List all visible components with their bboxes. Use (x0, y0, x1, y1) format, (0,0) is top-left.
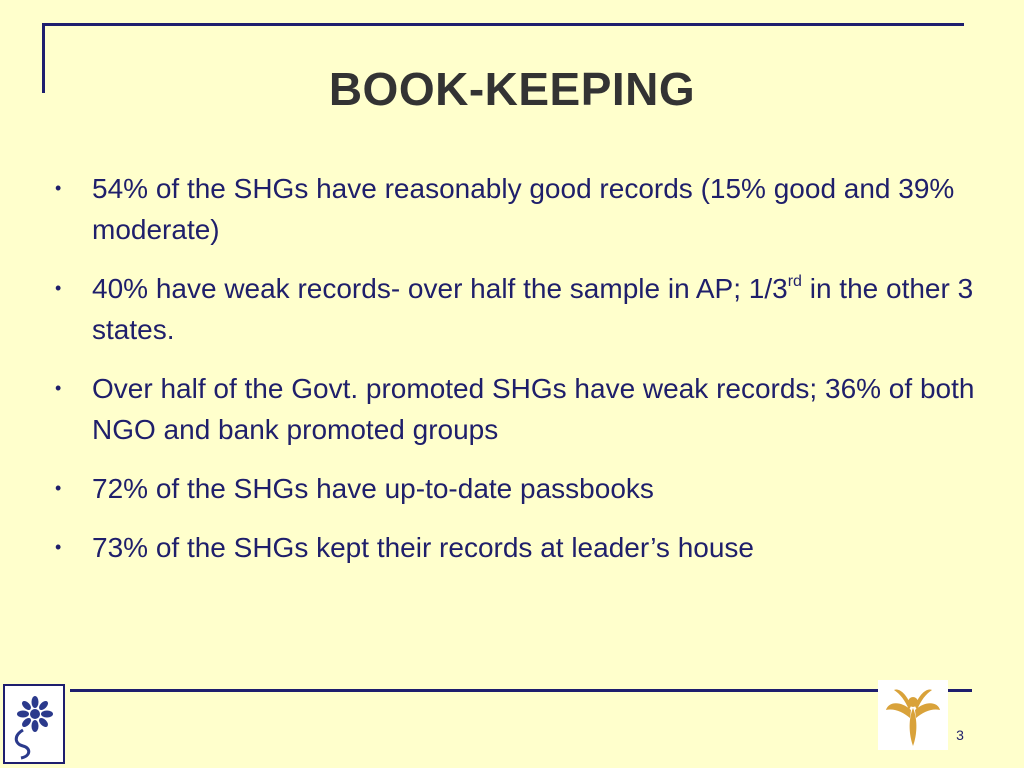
bottom-frame-line (70, 689, 972, 692)
page-number: 3 (956, 727, 964, 743)
bullet-text-part: in the other 3 states. (92, 273, 974, 345)
bullet-text: Over half of the Govt. promoted SHGs have weak records; 36% of both NGO and bank promoted groups (92, 373, 975, 445)
bullet-item (55, 168, 1005, 250)
right-logo (878, 680, 948, 750)
snowflake-emblem-icon (5, 686, 63, 762)
bullet-item (55, 268, 1005, 350)
superscript: rd (787, 273, 802, 290)
bullet-marker: • (55, 378, 62, 398)
bullet-marker: • (55, 537, 62, 557)
bullet-text-part: 40% have weak records- over half the sample in AP; 1/3 (92, 273, 788, 304)
bullet-item (55, 468, 1005, 509)
bullet-list (55, 168, 1005, 586)
bullet-text: 73% of the SHGs kept their records at leader’s house (92, 532, 754, 563)
left-logo (3, 684, 65, 764)
bullet-text: 72% of the SHGs have up-to-date passbooks (92, 473, 654, 504)
top-frame-line (42, 23, 964, 26)
bullet-item (55, 527, 1005, 568)
bullet-marker: • (55, 178, 62, 198)
slide-title: BOOK-KEEPING (328, 63, 696, 115)
bullet-text: 54% of the SHGs have reasonably good records (15% good and 39% moderate) (92, 173, 955, 245)
bullet-marker: • (55, 478, 62, 498)
bullet-marker: • (55, 278, 62, 298)
bullet-text (92, 273, 973, 345)
bullet-item (55, 368, 1005, 450)
lily-figure-emblem-icon (878, 680, 948, 750)
